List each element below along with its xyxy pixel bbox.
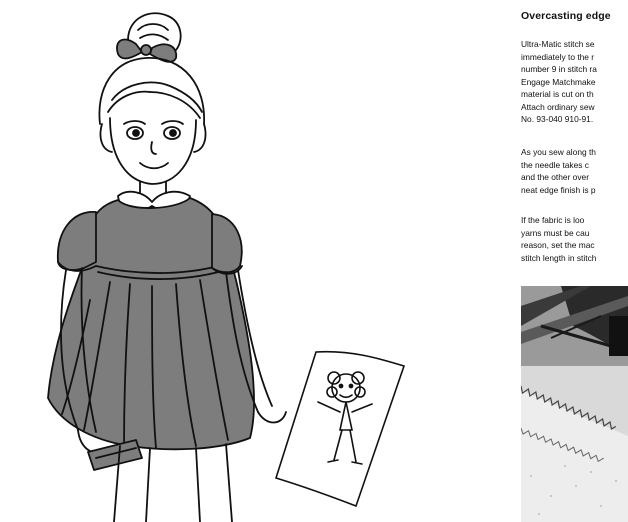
text-line: reason, set the mac [521,240,595,250]
text-line: If the fabric is loo [521,215,585,225]
section-heading: Overcasting edge [521,10,611,22]
text-line: No. 93-040 910-91. [521,114,594,124]
text-line: number 9 in stitch ra [521,64,597,74]
text-line: stitch length in stitch [521,252,597,263]
text-line: neat edge finish is p [521,184,596,195]
childs-drawing [276,352,404,506]
face [110,118,196,184]
text-line: and the other over [521,172,589,182]
crayon-box [88,440,142,470]
overcasting-photo [521,286,628,522]
text-line: Attach ordinary sew [521,101,595,112]
head [99,58,204,124]
right-leg [196,448,200,522]
left-sleeve [58,212,96,270]
paragraph-setup [521,38,628,126]
mouth [140,163,168,168]
right-sleeve [212,214,242,272]
text-line: the needle takes c [521,159,589,170]
text-line: yarns must be cau [521,227,590,238]
text-line: Engage Matchmake [521,76,596,87]
paragraph-loose-fabric [521,214,628,264]
paragraph-sewing [521,146,628,196]
text-line: immediately to the r [521,51,595,62]
text-line: As you sew along th [521,147,596,157]
text-line: Ultra-Matic stitch se [521,39,595,49]
text-line: material is cut on th [521,89,594,99]
hair-bow [117,39,142,58]
